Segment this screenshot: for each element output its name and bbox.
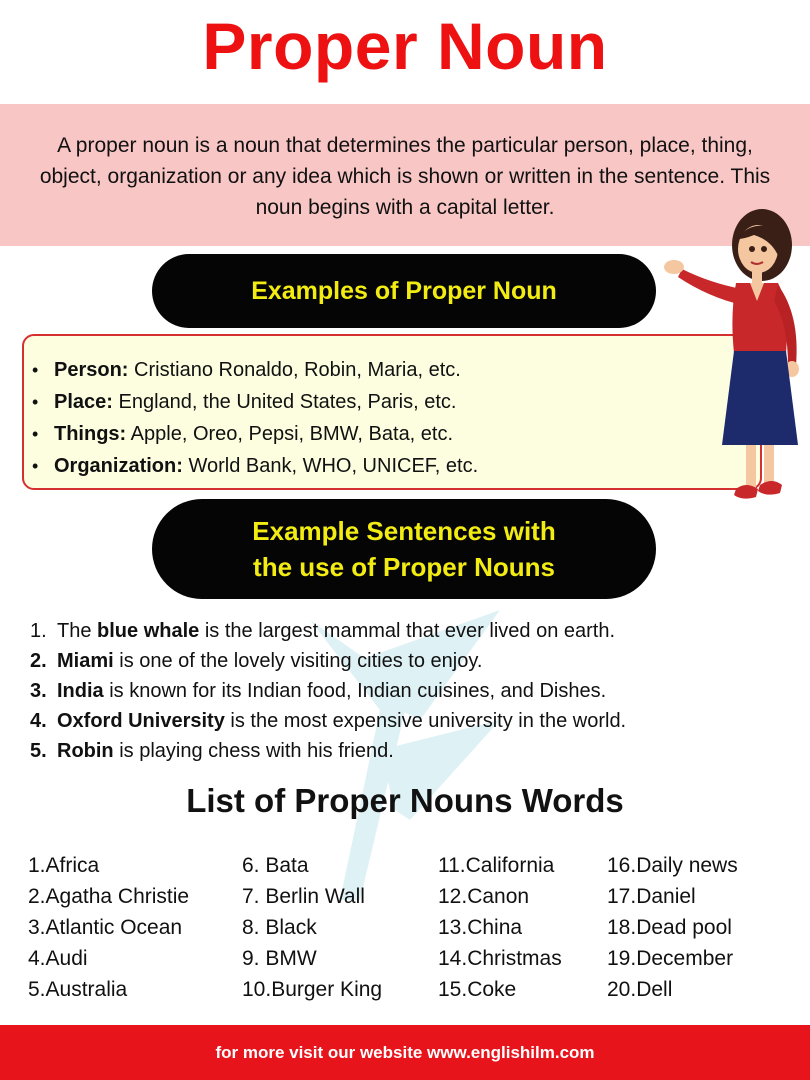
page-title: Proper Noun [202, 9, 608, 83]
example-label: Person: [54, 359, 129, 381]
teacher-illustration [650, 205, 810, 525]
word-column-1 [28, 850, 189, 1005]
bullet-icon: • [32, 424, 39, 444]
list-item: 2.Agatha Christie [28, 885, 190, 908]
sentence-number: 3. [30, 680, 47, 702]
list-item: 14.Christmas [438, 947, 562, 970]
proper-noun: Oxford University [57, 710, 225, 732]
list-item: 6. Bata [242, 854, 309, 877]
word-list-heading: List of Proper Nouns Words [186, 782, 624, 819]
example-text: World Bank, WHO, UNICEF, etc. [182, 455, 479, 477]
list-item [32, 418, 478, 450]
sentence-text: is the largest mammal that ever lived on earth. [199, 620, 616, 642]
list-item: 17.Daniel [607, 885, 696, 908]
list-item [30, 706, 626, 736]
sentence-number: 2. [30, 650, 47, 672]
definition-text: A proper noun is a noun that determines the particular person, place, thing, object, organization or any idea which is shown or written in the sentence. This noun begins with a capital letter. [39, 134, 771, 219]
example-label: Place: [54, 391, 113, 413]
word-column-4 [607, 850, 738, 1005]
list-item [32, 386, 478, 418]
examples-heading: Examples of Proper Noun [152, 254, 656, 328]
list-item: 4.Audi [28, 947, 88, 970]
list-item: 15.Coke [438, 978, 517, 1001]
proper-noun: Miami [57, 650, 114, 672]
sentences-heading-line2: the use of Proper Nouns [253, 552, 555, 582]
list-item [32, 450, 478, 482]
list-item [32, 354, 478, 386]
word-column-2 [242, 850, 382, 1005]
bullet-icon: • [32, 360, 39, 380]
proper-noun: India [57, 680, 104, 702]
sentence-text: is one of the lovely visiting cities to enjoy. [113, 650, 483, 672]
bullet-icon: • [32, 456, 39, 476]
proper-noun: blue whale [97, 620, 200, 642]
list-item [30, 646, 626, 676]
list-item: 20.Dell [607, 978, 673, 1001]
list-item: 7. Berlin Wall [242, 885, 365, 908]
footer-banner[interactable] [0, 1025, 810, 1080]
sentences-heading-line1: Example Sentences with [252, 516, 556, 546]
list-item: 12.Canon [438, 885, 530, 908]
list-item: 13.China [438, 916, 523, 939]
word-column-3 [438, 850, 562, 1005]
sentence-text: is known for its Indian food, Indian cuisines, and Dishes. [103, 680, 607, 702]
example-text: England, the United States, Paris, etc. [112, 391, 457, 413]
list-item: 16.Daily news [607, 854, 738, 877]
list-item: 18.Dead pool [607, 916, 732, 939]
list-item: 3.Atlantic Ocean [28, 916, 183, 939]
example-label: Things: [54, 423, 127, 445]
example-text: Cristiano Ronaldo, Robin, Maria, etc. [128, 359, 461, 381]
sentences-heading [152, 499, 656, 599]
example-text: Apple, Oreo, Pepsi, BMW, Bata, etc. [126, 423, 454, 445]
sentence-number: 1. [30, 620, 47, 642]
list-item: 9. BMW [242, 947, 317, 970]
list-item [30, 736, 626, 766]
list-item: 11.California [438, 854, 555, 877]
sentence-text: is the most expensive university in the world. [224, 710, 627, 732]
list-item: 10.Burger King [242, 978, 383, 1001]
list-item: 5.Australia [28, 978, 128, 1001]
list-item: 1.Africa [28, 854, 100, 877]
bullet-icon: • [32, 392, 39, 412]
sentence-text: The [57, 620, 98, 642]
sentence-number: 5. [30, 740, 47, 762]
sentence-text: is playing chess with his friend. [113, 740, 394, 762]
sentence-number: 4. [30, 710, 47, 732]
examples-list [32, 354, 478, 482]
list-item: 19.December [607, 947, 734, 970]
list-item: 8. Black [242, 916, 317, 939]
footer-link[interactable]: for more visit our website www.englishilm.com [215, 1042, 595, 1062]
list-item [30, 616, 626, 646]
example-label: Organization: [54, 455, 183, 477]
list-item [30, 676, 626, 706]
proper-noun: Robin [57, 740, 114, 762]
example-sentences-list [30, 616, 626, 766]
